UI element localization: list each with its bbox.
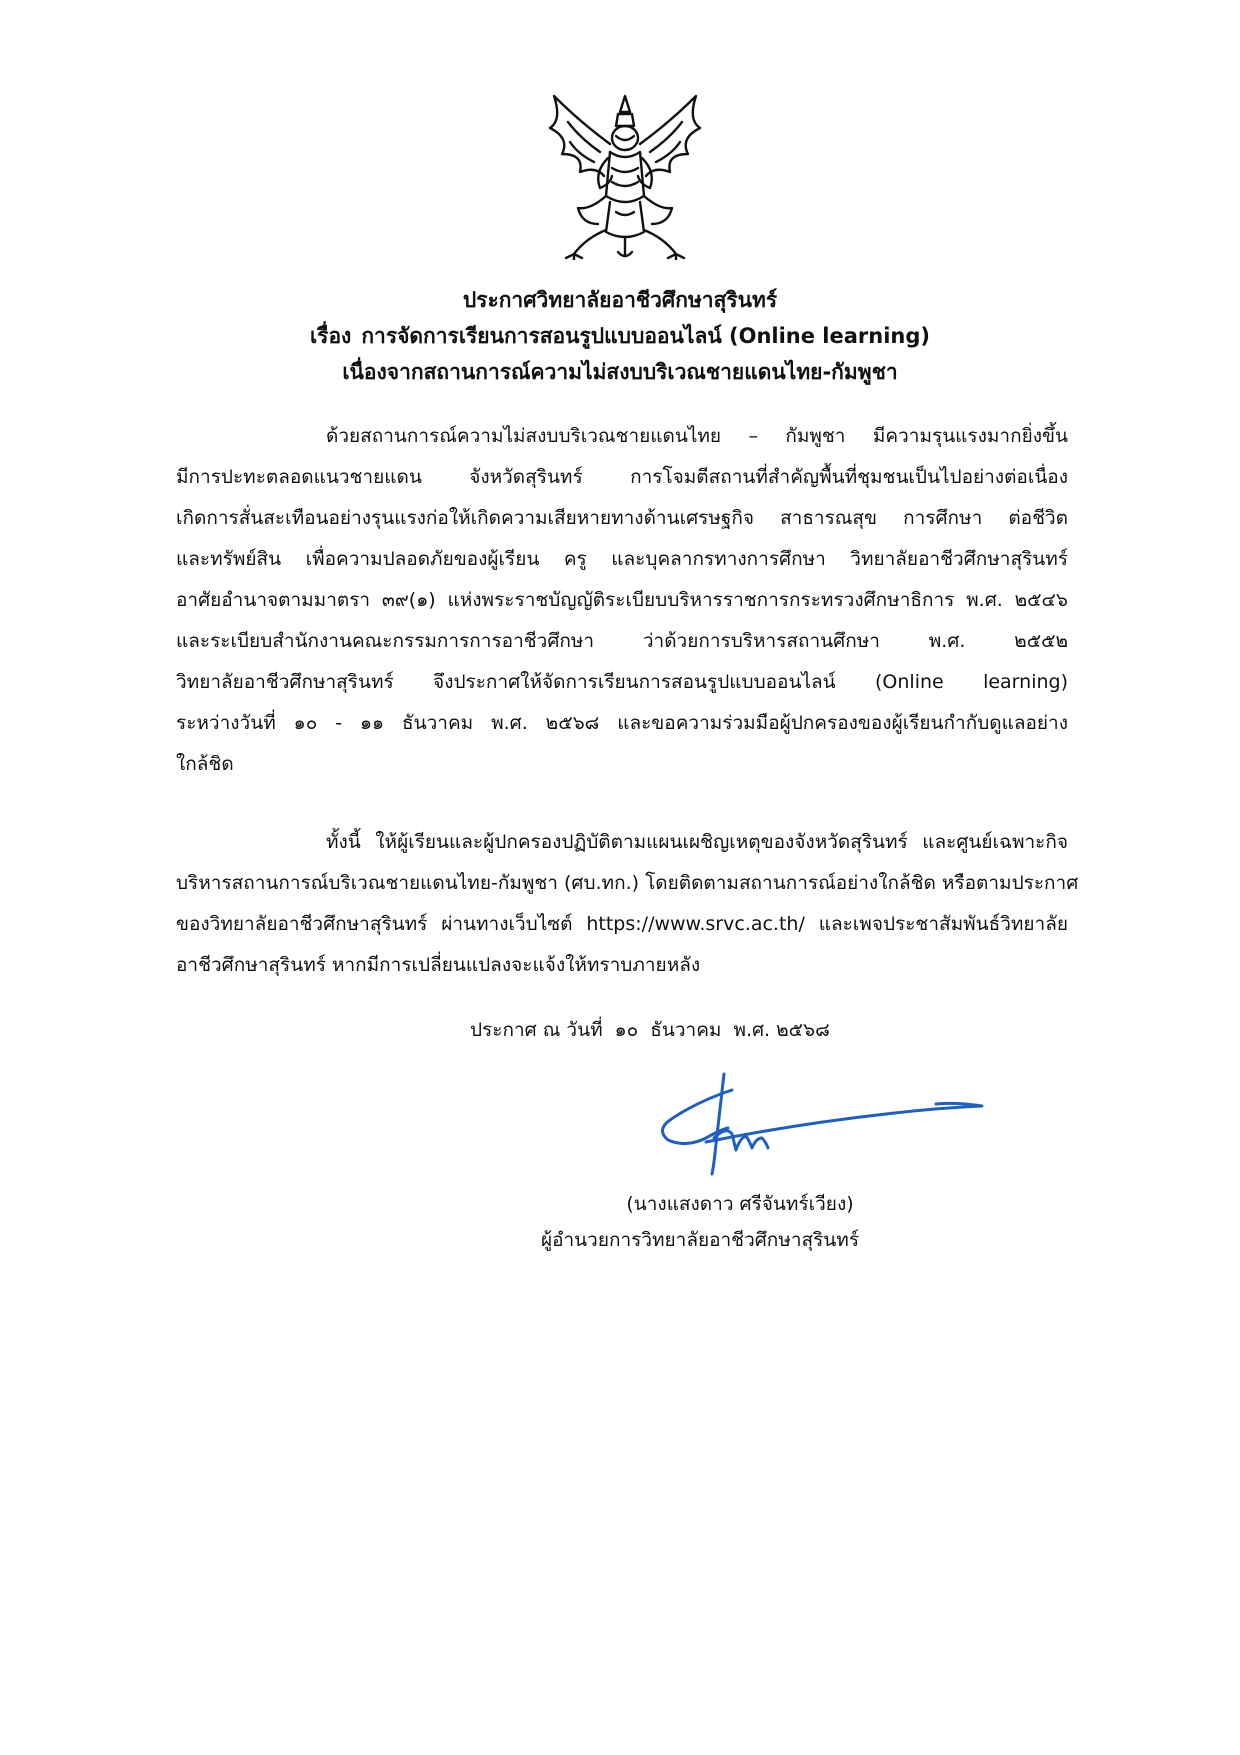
paragraph-line: เกิดการสั่นสะเทือนอย่างรุนแรงก่อให้เกิดความเสียหายทางด้านเศรษฐกิจ สาธารณสุข การศึกษา ต่อชีวิต bbox=[176, 507, 1068, 529]
paragraph-line: ของวิทยาลัยอาชีวศึกษาสุรินทร์ ผ่านทางเว็บไซต์ https://www.srvc.ac.th/ และเพจประชาสัมพันธ์วิทยาลัย bbox=[176, 913, 1068, 935]
date-day: ๑๐ bbox=[614, 1019, 639, 1041]
paragraph-line: ทั้งนี้ ให้ผู้เรียนและผู้ปกครองปฏิบัติตามแผนเผชิญเหตุของจังหวัดสุรินทร์ และศูนย์เฉพาะกิจ bbox=[326, 831, 1068, 853]
paragraph-line: มีการปะทะตลอดแนวชายแดน จังหวัดสุรินทร์ การโจมตีสถานที่สำคัญพื้นที่ชุมชนเป็นไปอย่างต่อเนื่อง bbox=[176, 466, 1068, 488]
garuda-emblem-icon bbox=[540, 92, 710, 260]
paragraph-line: บริหารสถานการณ์บริเวณชายแดนไทย-กัมพูชา (ศบ.ทก.) โดยติดตามสถานการณ์อย่างใกล้ชิด หรือตามประกาศ bbox=[176, 872, 1079, 894]
announcement-title: ประกาศวิทยาลัยอาชีวศึกษาสุรินทร์ bbox=[462, 288, 778, 312]
paragraph-line: ระหว่างวันที่ ๑๐ - ๑๑ ธันวาคม พ.ศ. ๒๕๖๘ และขอความร่วมมือผู้ปกครองของผู้เรียนกำกับดูแลอย่าง bbox=[176, 712, 1068, 734]
paragraph-line: อาชีวศึกษาสุรินทร์ หากมีการเปลี่ยนแปลงจะแจ้งให้ทราบภายหลัง bbox=[176, 954, 701, 976]
paragraph-line: วิทยาลัยอาชีวศึกษาสุรินทร์ จึงประกาศให้จัดการเรียนการสอนรูปแบบออนไลน์ (Online learning) bbox=[176, 671, 1068, 693]
signer-name: (นางแสงดาว ศรีจันทร์เวียง) bbox=[626, 1193, 854, 1215]
paragraph-line: อาศัยอำนาจตามมาตรา ๓๙(๑) แห่งพระราชบัญญัติระเบียบบริหารราชการกระทรวงศึกษาธิการ พ.ศ. ๒๕๔๖ bbox=[176, 589, 1068, 611]
handwritten-signature bbox=[636, 1068, 986, 1180]
paragraph-line: และทรัพย์สิน เพื่อความปลอดภัยของผู้เรียน ครู และบุคลากรทางการศึกษา วิทยาลัยอาชีวศึกษาสุรินทร์ bbox=[176, 548, 1068, 570]
date-year: พ.ศ. ๒๕๖๘ bbox=[733, 1019, 830, 1041]
subject-label: เรื่อง bbox=[309, 324, 352, 348]
paragraph-line: ใกล้ชิด bbox=[176, 753, 234, 775]
signer-position: ผู้อำนวยการวิทยาลัยอาชีวศึกษาสุรินทร์ bbox=[540, 1229, 860, 1251]
paragraph-line: และระเบียบสำนักงานคณะกรรมการการอาชีวศึกษา ว่าด้วยการบริหารสถานศึกษา พ.ศ. ๒๕๕๒ bbox=[176, 630, 1068, 652]
announcement-subtitle: เนื่องจากสถานการณ์ความไม่สงบบริเวณชายแดนไทย-กัมพูชา bbox=[342, 360, 898, 384]
date-month: ธันวาคม bbox=[650, 1019, 722, 1041]
date-label: ประกาศ ณ วันที่ bbox=[470, 1019, 603, 1041]
body-paragraph-2 bbox=[176, 822, 1079, 986]
paragraph-line: ด้วยสถานการณ์ความไม่สงบบริเวณชายแดนไทย – กัมพูชา มีความรุนแรงมากยิ่งขึ้น bbox=[326, 425, 1068, 447]
subject-text: การจัดการเรียนการสอนรูปแบบออนไลน์ (Online learning) bbox=[361, 324, 930, 348]
announcement-subject bbox=[150, 318, 1090, 354]
announcement-date bbox=[470, 1010, 842, 1051]
body-paragraph-1 bbox=[176, 416, 1068, 785]
